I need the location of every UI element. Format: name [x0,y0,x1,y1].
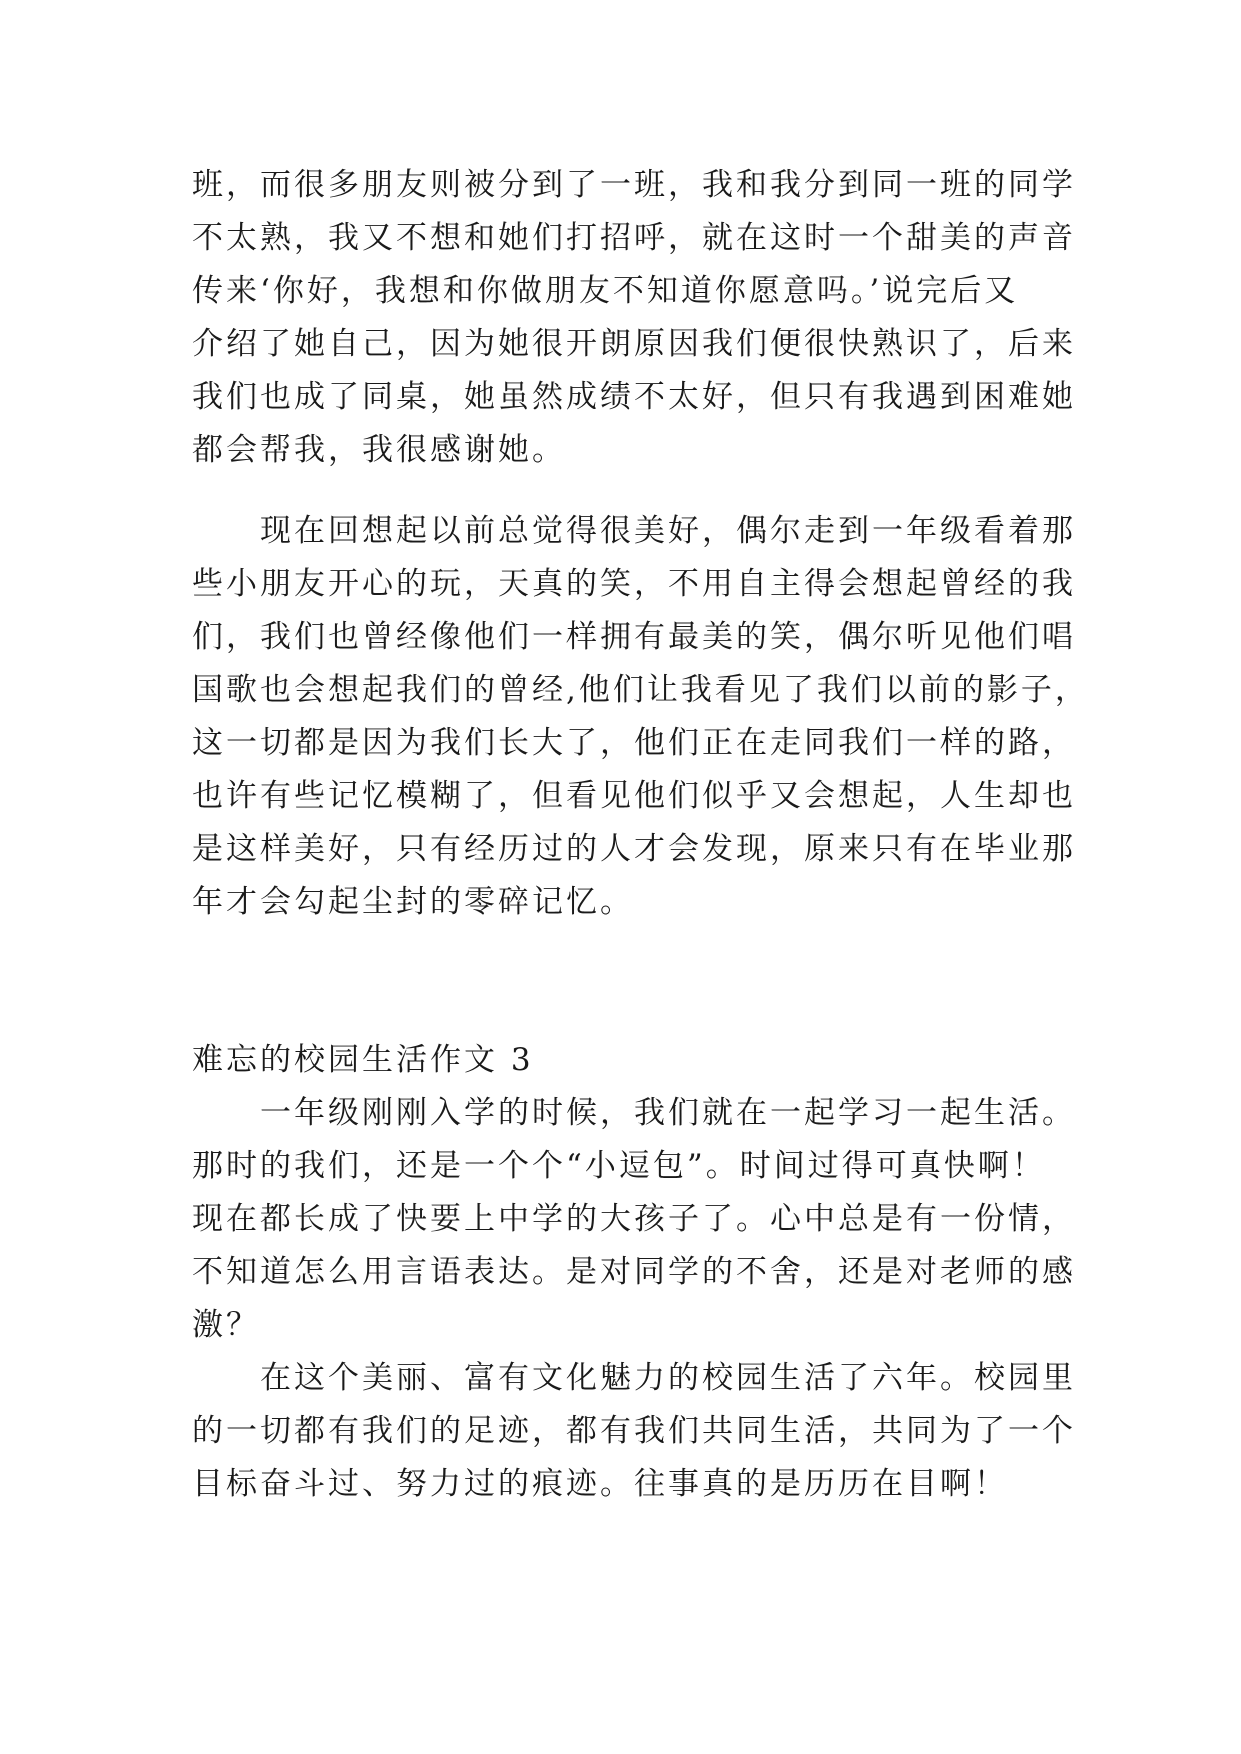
text-line: 我们也成了同桌，她虽然成绩不太好，但只有我遇到困难她 [192,379,1076,415]
text-line: 这一切都是因为我们长大了，他们正在走同我们一样的路， [192,725,1076,761]
text-line: 在这个美丽、富有文化魅力的校园生活了六年。校园里 [192,1360,1076,1396]
text-line: 一年级刚刚入学的时候，我们就在一起学习一起生活。 [192,1095,1076,1131]
essay-3-section [192,1034,1076,1511]
paragraph-friend-story [192,159,1076,477]
text-line: 国歌也会想起我们的曾经,他们让我看见了我们以前的影子， [192,672,1089,708]
text-line: 班，而很多朋友则被分到了一班，我和我分到同一班的同学 [192,167,1076,203]
text-line: 激？ [192,1307,260,1343]
text-line: 不太熟，我又不想和她们打招呼，就在这时一个甜美的声音 [192,220,1076,256]
text-line: 现在回想起以前总觉得很美好，偶尔走到一年级看着那 [192,513,1076,549]
text-line: 传来‘你好，我想和你做朋友不知道你愿意吗。’说完后又 [192,273,1019,309]
text-line: 都会帮我，我很感谢她。 [192,432,566,468]
text-line: 些小朋友开心的玩，天真的笑，不用自主得会想起曾经的我 [192,566,1076,602]
text-line: 们，我们也曾经像他们一样拥有最美的笑，偶尔听见他们唱 [192,619,1076,655]
text-line: 目标奋斗过、努力过的痕迹。往事真的是历历在目啊！ [192,1466,1008,1502]
text-line: 的一切都有我们的足迹，都有我们共同生活，共同为了一个 [192,1413,1076,1449]
text-line: 是这样美好，只有经历过的人才会发现，原来只有在毕业那 [192,831,1076,867]
section-heading: 难忘的校园生活作文 3 [192,1042,534,1078]
text-line: 介绍了她自己，因为她很开朗原因我们便很快熟识了，后来 [192,326,1076,362]
text-line: 现在都长成了快要上中学的大孩子了。心中总是有一份情， [192,1201,1076,1237]
text-line: 也许有些记忆模糊了，但看见他们似乎又会想起，人生却也 [192,778,1076,814]
text-line: 不知道怎么用言语表达。是对同学的不舍，还是对老师的感 [192,1254,1076,1290]
paragraph-recollection [192,505,1089,929]
text-line: 那时的我们，还是一个个“小逗包”。时间过得可真快啊！ [192,1148,1046,1184]
text-line: 年才会勾起尘封的零碎记忆。 [192,884,634,920]
